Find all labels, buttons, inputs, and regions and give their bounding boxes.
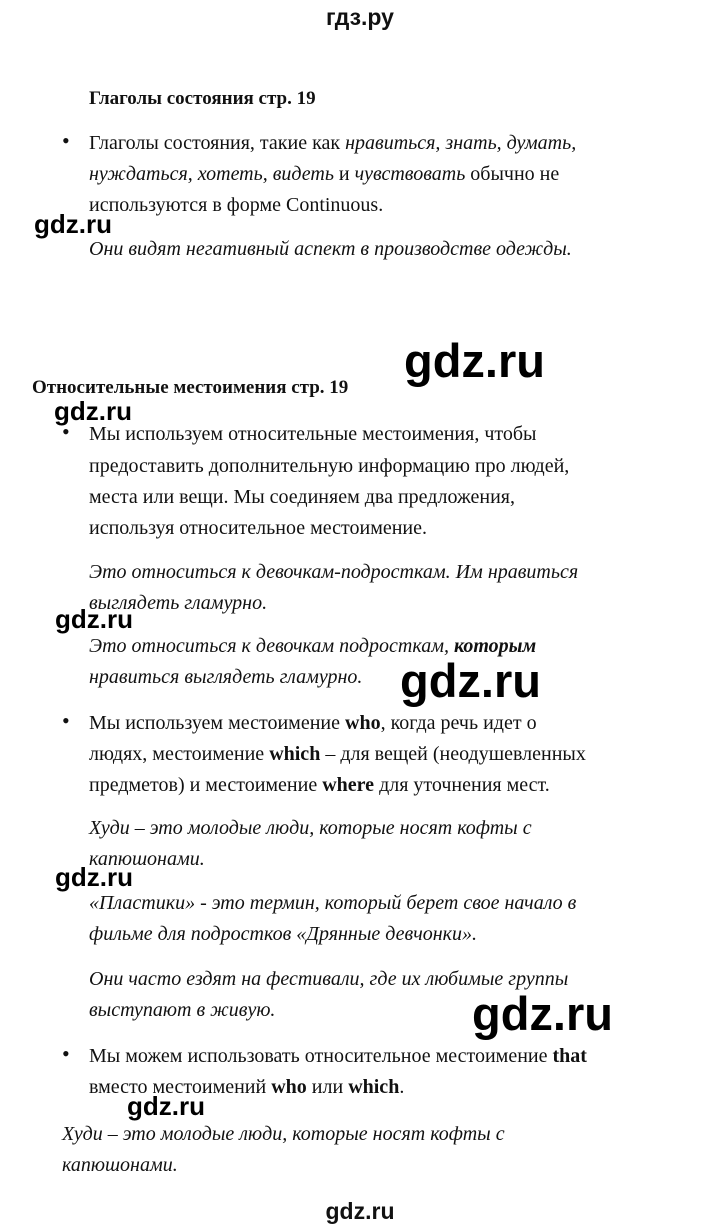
site-footer[interactable]: gdz.ru	[325, 1198, 395, 1224]
watermark: gdz.ru	[55, 862, 133, 892]
paragraph-line: нуждаться, хотеть, видеть и чувствовать обычно не	[89, 163, 560, 185]
example-sentence: капюшонами.	[89, 848, 205, 870]
watermark: gdz.ru	[400, 654, 541, 707]
example-sentence: Худи – это молодые люди, которые носят кофты с	[62, 1123, 505, 1145]
site-header[interactable]: гдз.ру	[326, 4, 394, 30]
paragraph-line: используются в форме Continuous.	[89, 194, 384, 216]
watermark: gdz.ru	[34, 209, 112, 239]
paragraph-line: Мы используем относительные местоимения, чтобы	[89, 423, 537, 445]
paragraph-line: Мы используем местоимение who, когда речь идет о	[89, 712, 537, 734]
bullet-icon: •	[62, 419, 70, 444]
example-sentence: нравиться выглядеть гламурно.	[89, 666, 363, 688]
watermark: gdz.ru	[127, 1091, 205, 1121]
watermark: gdz.ru	[472, 987, 613, 1040]
paragraph-line: Глаголы состояния, такие как нравиться, знать, думать,	[89, 132, 577, 154]
example-sentence: Худи – это молодые люди, которые носят кофты с	[89, 817, 532, 839]
example-sentence: Они часто ездят на фестивали, где их любимые группы	[89, 968, 569, 990]
example-sentence: фильме для подростков «Дрянные девчонки».	[89, 923, 478, 945]
bullet-icon: •	[62, 1041, 70, 1066]
section-heading-relative-pronouns: Относительные местоимения стр. 19	[32, 377, 349, 398]
paragraph-line: предметов) и местоимение where для уточнения мест.	[89, 774, 550, 796]
paragraph-line: вместо местоимений who или which.	[89, 1076, 405, 1098]
watermark: gdz.ru	[55, 604, 133, 634]
example-sentence: Они видят негативный аспект в производстве одежды.	[89, 238, 572, 260]
paragraph-line: людях, местоимение which – для вещей (неодушевленных	[89, 743, 586, 765]
example-sentence: Это относиться к девочкам подросткам, которым	[89, 635, 537, 657]
example-sentence: Это относиться к девочкам-подросткам. Им нравиться	[89, 561, 579, 583]
paragraph-line: предоставить дополнительную информацию про людей,	[89, 455, 570, 477]
section-heading-state-verbs: Глаголы состояния стр. 19	[89, 88, 316, 109]
example-sentence: «Пластики» - это термин, который берет свое начало в	[89, 892, 577, 914]
example-sentence: выступают в живую.	[89, 999, 276, 1021]
example-sentence: выглядеть гламурно.	[89, 592, 268, 614]
watermark: gdz.ru	[404, 334, 545, 387]
paragraph-line: Мы можем использовать относительное местоимение that	[89, 1045, 587, 1067]
watermark: gdz.ru	[54, 396, 132, 426]
example-sentence: капюшонами.	[62, 1154, 178, 1176]
paragraph-line: используя относительное местоимение.	[89, 517, 428, 539]
paragraph-line: места или вещи. Мы соединяем два предложения,	[89, 486, 515, 508]
bullet-icon: •	[62, 128, 70, 153]
bullet-icon: •	[62, 708, 70, 733]
